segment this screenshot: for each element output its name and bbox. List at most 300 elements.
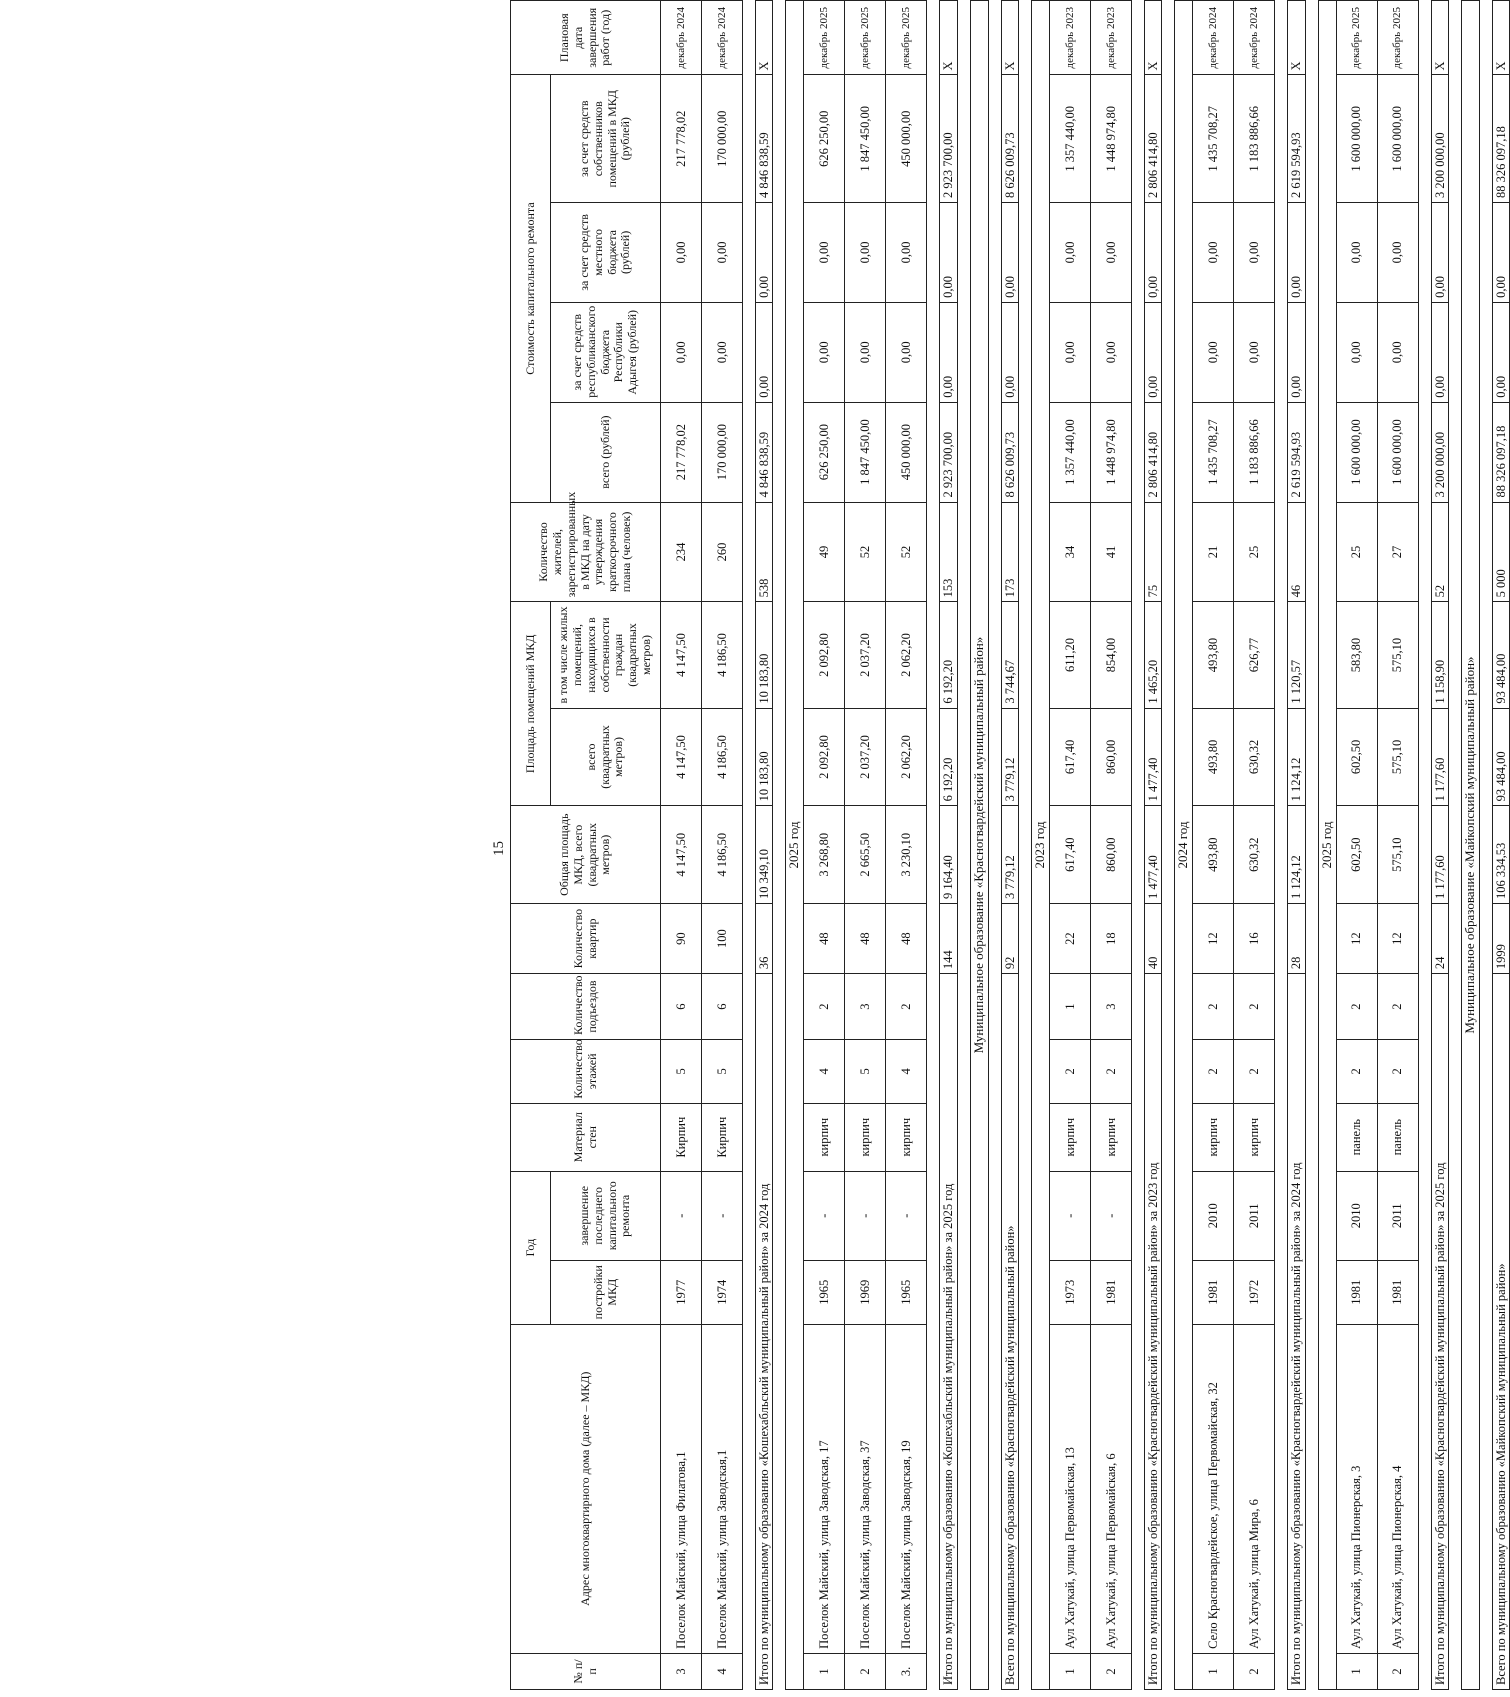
subtotal-cost-owners: 2 923 700,00: [940, 75, 957, 203]
section-heading-row: [786, 1, 804, 1690]
subtotal-cost-republic: 0,00: [1144, 302, 1161, 402]
year-repair-cell: -: [702, 1171, 743, 1260]
subtotal-cost-republic: 0,00: [1492, 302, 1509, 402]
premises-total-cell: 4 147,50: [661, 708, 702, 806]
floors-cell: 2: [1377, 1039, 1418, 1103]
cost-republic-cell: 0,00: [804, 302, 845, 402]
table-body: [661, 1, 1510, 1690]
spacer-cell: [773, 1, 786, 1690]
year-repair-cell: -: [661, 1171, 702, 1260]
entrances-cell: 6: [661, 974, 702, 1040]
subtotal-row: [1288, 1, 1305, 1690]
row-number: 2: [1234, 1653, 1275, 1689]
floors-cell: 4: [886, 1039, 927, 1103]
section-heading-row: [970, 1, 988, 1690]
subtotal-label: Всего по муниципальному образованию «Красногвардейский муниципальный район»: [1001, 974, 1018, 1690]
section-heading-row: [1318, 1, 1336, 1690]
total-area-cell: 493,80: [1193, 806, 1234, 904]
entrances-cell: 2: [886, 974, 927, 1040]
subtotal-deadline: Х: [1288, 1, 1305, 76]
premises-total-cell: 2 037,20: [845, 708, 886, 806]
cost-owners-cell: 1 847 450,00: [845, 75, 886, 203]
row-spacer: [988, 1, 1001, 1690]
section-heading: 2025 год: [786, 1, 804, 1690]
cost-republic-cell: 0,00: [1336, 302, 1377, 402]
address-cell: Поселок Майский, улица Заводская, 17: [804, 1324, 845, 1653]
cost-total-cell: 1 435 708,27: [1193, 402, 1234, 502]
row-spacer: [1479, 1, 1492, 1690]
cost-total-cell: 1 357 440,00: [1049, 402, 1090, 502]
row-spacer: [1305, 1, 1318, 1690]
subtotal-premises-owned: 10 183,80: [756, 602, 773, 708]
premises-owned-cell: 2 062,20: [886, 602, 927, 708]
spacer-cell: [927, 1, 940, 1690]
cost-total-cell: 450 000,00: [886, 402, 927, 502]
section-heading-row: [1175, 1, 1193, 1690]
year-repair-cell: -: [1090, 1171, 1131, 1260]
address-cell: Аул Хатукай, улица Пионерская, 3: [1336, 1324, 1377, 1653]
cost-republic-cell: 0,00: [886, 302, 927, 402]
total-area-cell: 617,40: [1049, 806, 1090, 904]
header-cost-local: за счет средств местного бюджета (рублей): [551, 203, 661, 303]
spacer-cell: [1448, 1, 1461, 1690]
cost-republic-cell: 0,00: [1193, 302, 1234, 402]
premises-owned-cell: 2 037,20: [845, 602, 886, 708]
residents-cell: 52: [845, 502, 886, 602]
section-heading: Муниципальное образование «Майкопский муниципальный район»: [1461, 1, 1479, 1690]
floors-cell: 5: [845, 1039, 886, 1103]
subtotal-residents: 5 000: [1492, 502, 1509, 602]
spacer-cell: [1275, 1, 1288, 1690]
cost-local-cell: 0,00: [845, 203, 886, 303]
residents-cell: 25: [1234, 502, 1275, 602]
deadline-cell: декабрь 2025: [845, 1, 886, 76]
entrances-cell: 2: [1193, 974, 1234, 1040]
subtotal-cost-local: 0,00: [1492, 203, 1509, 303]
year-repair-cell: 2011: [1377, 1171, 1418, 1260]
cost-republic-cell: 0,00: [661, 302, 702, 402]
table-row: [886, 1, 927, 1690]
row-spacer: [1418, 1, 1431, 1690]
wall-material-cell: кирпич: [1090, 1103, 1131, 1171]
total-area-cell: 602,50: [1336, 806, 1377, 904]
total-area-cell: 3 230,10: [886, 806, 927, 904]
entrances-cell: 2: [1234, 974, 1275, 1040]
entrances-cell: 6: [702, 974, 743, 1040]
subtotal-residents: 153: [940, 502, 957, 602]
year-built-cell: 1974: [702, 1260, 743, 1324]
header-premises-total: всего (квадратных метров): [551, 708, 661, 806]
wall-material-cell: кирпич: [804, 1103, 845, 1171]
residents-cell: 260: [702, 502, 743, 602]
entrances-cell: 3: [1090, 974, 1131, 1040]
capital-repair-table: [510, 0, 1510, 1690]
subtotal-deadline: Х: [940, 1, 957, 76]
cost-local-cell: 0,00: [1234, 203, 1275, 303]
subtotal-label: Итого по муниципальному образованию «Кошехабльский муниципальный район» за 2025 год: [940, 974, 957, 1690]
cost-republic-cell: 0,00: [1090, 302, 1131, 402]
spacer-cell: [1418, 1, 1431, 1690]
subtotal-premises-owned: 93 484,00: [1492, 602, 1509, 708]
apartments-cell: 22: [1049, 904, 1090, 974]
year-built-cell: 1969: [845, 1260, 886, 1324]
wall-material-cell: панель: [1377, 1103, 1418, 1171]
premises-total-cell: 493,80: [1193, 708, 1234, 806]
residents-cell: 25: [1336, 502, 1377, 602]
table-row: [661, 1, 702, 1690]
subtotal-premises-owned: 6 192,20: [940, 602, 957, 708]
row-spacer: [773, 1, 786, 1690]
subtotal-residents: 173: [1001, 502, 1018, 602]
section-heading-row: [1032, 1, 1050, 1690]
subtotal-label: Итого по муниципальному образованию «Кошехабльский муниципальный район» за 2024 год: [756, 974, 773, 1690]
header-year-repair: завершение последнего капитального ремонта: [551, 1171, 661, 1260]
subtotal-apartments: 36: [756, 904, 773, 974]
deadline-cell: декабрь 2024: [1234, 1, 1275, 76]
subtotal-label: Всего по муниципальному образованию «Майкопский муниципальный район»: [1492, 974, 1509, 1690]
premises-owned-cell: 626,77: [1234, 602, 1275, 708]
subtotal-cost-republic: 0,00: [1001, 302, 1018, 402]
wall-material-cell: панель: [1336, 1103, 1377, 1171]
cost-local-cell: 0,00: [886, 203, 927, 303]
row-number: 2: [845, 1653, 886, 1689]
subtotal-deadline: Х: [1431, 1, 1448, 76]
floors-cell: 2: [1336, 1039, 1377, 1103]
residents-cell: 52: [886, 502, 927, 602]
cost-total-cell: 626 250,00: [804, 402, 845, 502]
cost-total-cell: 1 600 000,00: [1336, 402, 1377, 502]
cost-owners-cell: 626 250,00: [804, 75, 845, 203]
apartments-cell: 12: [1193, 904, 1234, 974]
subtotal-total-area: 9 164,40: [940, 806, 957, 904]
row-spacer: [927, 1, 940, 1690]
wall-material-cell: кирпич: [1234, 1103, 1275, 1171]
floors-cell: 5: [661, 1039, 702, 1103]
year-repair-cell: 2010: [1336, 1171, 1377, 1260]
subtotal-deadline: Х: [1001, 1, 1018, 76]
apartments-cell: 18: [1090, 904, 1131, 974]
subtotal-cost-owners: 88 326 097,18: [1492, 75, 1509, 203]
header-address: Адрес многоквартирного дома (далее – МКД): [511, 1324, 661, 1653]
row-number: 2: [1377, 1653, 1418, 1689]
subtotal-apartments: 1999: [1492, 904, 1509, 974]
header-residents: Количество жителей, зарегистрированных в МКД на дату утверждения краткосрочного плана (человек): [511, 502, 661, 602]
premises-owned-cell: 854,00: [1090, 602, 1131, 708]
subtotal-cost-local: 0,00: [940, 203, 957, 303]
premises-total-cell: 2 092,80: [804, 708, 845, 806]
subtotal-cost-republic: 0,00: [756, 302, 773, 402]
subtotal-cost-total: 4 846 838,59: [756, 402, 773, 502]
subtotal-apartments: 144: [940, 904, 957, 974]
cost-owners-cell: 450 000,00: [886, 75, 927, 203]
table-row: [1234, 1, 1275, 1690]
section-heading: Муниципальное образование «Красногвардейский муниципальный район»: [970, 1, 988, 1690]
cost-total-cell: 217 778,02: [661, 402, 702, 502]
subtotal-premises-owned: 1 120,57: [1288, 602, 1305, 708]
year-built-cell: 1965: [804, 1260, 845, 1324]
row-number: 1: [1336, 1653, 1377, 1689]
subtotal-deadline: Х: [1144, 1, 1161, 76]
section-heading: 2023 год: [1032, 1, 1050, 1690]
residents-cell: 34: [1049, 502, 1090, 602]
deadline-cell: декабрь 2024: [1193, 1, 1234, 76]
wall-material-cell: Кирпич: [661, 1103, 702, 1171]
subtotal-cost-republic: 0,00: [940, 302, 957, 402]
subtotal-residents: 75: [1144, 502, 1161, 602]
address-cell: Поселок Майский, улица Филатова,1: [661, 1324, 702, 1653]
row-spacer: [1019, 1, 1032, 1690]
address-cell: Поселок Майский, улица Заводская, 37: [845, 1324, 886, 1653]
table-row: [1377, 1, 1418, 1690]
table-row: [804, 1, 845, 1690]
row-number: 2: [1090, 1653, 1131, 1689]
premises-total-cell: 602,50: [1336, 708, 1377, 806]
year-built-cell: 1981: [1336, 1260, 1377, 1324]
cost-republic-cell: 0,00: [1234, 302, 1275, 402]
apartments-cell: 16: [1234, 904, 1275, 974]
premises-owned-cell: 493,80: [1193, 602, 1234, 708]
table-row: [1090, 1, 1131, 1690]
year-built-cell: 1981: [1377, 1260, 1418, 1324]
premises-owned-cell: 575,10: [1377, 602, 1418, 708]
cost-local-cell: 0,00: [1377, 203, 1418, 303]
address-cell: Поселок Майский, улица Заводская,1: [702, 1324, 743, 1653]
spacer-cell: [1131, 1, 1144, 1690]
table-row: [1193, 1, 1234, 1690]
header-deadline: Плановая дата завершения работ (год): [511, 1, 661, 76]
subtotal-premises-owned: 3 744,67: [1001, 602, 1018, 708]
deadline-cell: декабрь 2025: [1377, 1, 1418, 76]
apartments-cell: 12: [1336, 904, 1377, 974]
residents-cell: 49: [804, 502, 845, 602]
premises-owned-cell: 611,20: [1049, 602, 1090, 708]
subtotal-total-area: 10 349,10: [756, 806, 773, 904]
subtotal-apartments: 92: [1001, 904, 1018, 974]
entrances-cell: 3: [845, 974, 886, 1040]
cost-owners-cell: 1 600 000,00: [1377, 75, 1418, 203]
row-spacer: [743, 1, 756, 1690]
cost-republic-cell: 0,00: [1049, 302, 1090, 402]
header-cost-owners: за счет средств собственников помещений в МКД (рублей): [551, 75, 661, 203]
premises-total-cell: 2 062,20: [886, 708, 927, 806]
deadline-cell: декабрь 2023: [1090, 1, 1131, 76]
deadline-cell: декабрь 2023: [1049, 1, 1090, 76]
subtotal-cost-owners: 2 619 594,93: [1288, 75, 1305, 203]
spacer-cell: [743, 1, 756, 1690]
wall-material-cell: кирпич: [886, 1103, 927, 1171]
header-premises-group: Площадь помещений МКД: [511, 602, 551, 806]
year-repair-cell: -: [1049, 1171, 1090, 1260]
header-num: № п/п: [511, 1653, 661, 1689]
row-number: 3: [661, 1653, 702, 1689]
deadline-cell: декабрь 2024: [702, 1, 743, 76]
year-repair-cell: -: [804, 1171, 845, 1260]
year-built-cell: 1973: [1049, 1260, 1090, 1324]
floors-cell: 2: [1049, 1039, 1090, 1103]
subtotal-cost-total: 3 200 000,00: [1431, 402, 1448, 502]
table-row: [1336, 1, 1377, 1690]
cost-total-cell: 1 600 000,00: [1377, 402, 1418, 502]
apartments-cell: 90: [661, 904, 702, 974]
premises-owned-cell: 583,80: [1336, 602, 1377, 708]
header-cost-total: всего (рублей): [551, 402, 661, 502]
cost-local-cell: 0,00: [702, 203, 743, 303]
year-built-cell: 1977: [661, 1260, 702, 1324]
rotated-page: [510, 0, 1508, 1690]
header-year-built: постройки МКД: [551, 1260, 661, 1324]
cost-total-cell: 1 183 886,66: [1234, 402, 1275, 502]
row-number: 1: [1193, 1653, 1234, 1689]
header-cost-republic: за счет средств республиканского бюджета Республики Адыгея (рублей): [551, 302, 661, 402]
section-heading: 2025 год: [1318, 1, 1336, 1690]
subtotal-total-area: 1 124,12: [1288, 806, 1305, 904]
wall-material-cell: кирпич: [845, 1103, 886, 1171]
spacer-cell: [1019, 1, 1032, 1690]
cost-local-cell: 0,00: [1193, 203, 1234, 303]
row-number: 3.: [886, 1653, 927, 1689]
address-cell: Аул Хатукай, улица Пионерская, 4: [1377, 1324, 1418, 1653]
cost-owners-cell: 1 435 708,27: [1193, 75, 1234, 203]
subtotal-label: Итого по муниципальному образованию «Красногвардейский муниципальный район» за 2025 год: [1431, 974, 1448, 1690]
year-built-cell: 1981: [1193, 1260, 1234, 1324]
cost-owners-cell: 217 778,02: [661, 75, 702, 203]
page-number: 15: [491, 841, 507, 856]
section-heading: 2024 год: [1175, 1, 1193, 1690]
apartments-cell: 48: [845, 904, 886, 974]
cost-owners-cell: 1 600 000,00: [1336, 75, 1377, 203]
premises-owned-cell: 2 092,80: [804, 602, 845, 708]
row-spacer: [957, 1, 970, 1690]
floors-cell: 2: [1193, 1039, 1234, 1103]
entrances-cell: 2: [804, 974, 845, 1040]
total-area-cell: 2 665,50: [845, 806, 886, 904]
subtotal-total-area: 1 177,60: [1431, 806, 1448, 904]
spacer-cell: [1305, 1, 1318, 1690]
subtotal-total-area: 3 779,12: [1001, 806, 1018, 904]
premises-total-cell: 617,40: [1049, 708, 1090, 806]
residents-cell: 27: [1377, 502, 1418, 602]
subtotal-cost-total: 2 806 414,80: [1144, 402, 1161, 502]
cost-owners-cell: 1 183 886,66: [1234, 75, 1275, 203]
subtotal-row: [1144, 1, 1161, 1690]
row-number: 4: [702, 1653, 743, 1689]
year-built-cell: 1965: [886, 1260, 927, 1324]
subtotal-cost-republic: 0,00: [1431, 302, 1448, 402]
address-cell: Аул Хатукай, улица Первомайская, 6: [1090, 1324, 1131, 1653]
subtotal-premises-total: 1 124,12: [1288, 708, 1305, 806]
total-area-cell: 3 268,80: [804, 806, 845, 904]
entrances-cell: 1: [1049, 974, 1090, 1040]
subtotal-cost-republic: 0,00: [1288, 302, 1305, 402]
row-number: 1: [804, 1653, 845, 1689]
cost-local-cell: 0,00: [1049, 203, 1090, 303]
premises-owned-cell: 4 147,50: [661, 602, 702, 708]
deadline-cell: декабрь 2024: [661, 1, 702, 76]
row-number: 1: [1049, 1653, 1090, 1689]
subtotal-cost-local: 0,00: [1431, 203, 1448, 303]
subtotal-cost-owners: 8 626 009,73: [1001, 75, 1018, 203]
subtotal-row: [1431, 1, 1448, 1690]
premises-total-cell: 630,32: [1234, 708, 1275, 806]
subtotal-row: [940, 1, 957, 1690]
cost-local-cell: 0,00: [1336, 203, 1377, 303]
residents-cell: 234: [661, 502, 702, 602]
cost-republic-cell: 0,00: [1377, 302, 1418, 402]
row-spacer: [1131, 1, 1144, 1690]
cost-total-cell: 1 847 450,00: [845, 402, 886, 502]
subtotal-cost-total: 88 326 097,18: [1492, 402, 1509, 502]
table-row: [845, 1, 886, 1690]
spacer-cell: [1479, 1, 1492, 1690]
premises-total-cell: 860,00: [1090, 708, 1131, 806]
header-entrances: Количество подъездов: [511, 974, 661, 1040]
cost-republic-cell: 0,00: [845, 302, 886, 402]
header-apartments: Количество квартир: [511, 904, 661, 974]
premises-owned-cell: 4 186,50: [702, 602, 743, 708]
header-floors: Количество этажей: [511, 1039, 661, 1103]
subtotal-premises-total: 1 477,40: [1144, 708, 1161, 806]
apartments-cell: 100: [702, 904, 743, 974]
subtotal-cost-owners: 3 200 000,00: [1431, 75, 1448, 203]
year-repair-cell: 2010: [1193, 1171, 1234, 1260]
wall-material-cell: Кирпич: [702, 1103, 743, 1171]
subtotal-cost-local: 0,00: [1144, 203, 1161, 303]
header-year-group: Год: [511, 1171, 551, 1324]
row-spacer: [1275, 1, 1288, 1690]
subtotal-apartments: 28: [1288, 904, 1305, 974]
subtotal-label: Итого по муниципальному образованию «Красногвардейский муниципальный район» за 2024 год: [1288, 974, 1305, 1690]
subtotal-residents: 46: [1288, 502, 1305, 602]
subtotal-residents: 52: [1431, 502, 1448, 602]
subtotal-premises-total: 10 183,80: [756, 708, 773, 806]
address-cell: Село Красногвардейское, улица Первомайская, 32: [1193, 1324, 1234, 1653]
subtotal-row: [1492, 1, 1509, 1690]
subtotal-total-area: 106 334,53: [1492, 806, 1509, 904]
subtotal-cost-total: 8 626 009,73: [1001, 402, 1018, 502]
spacer-cell: [988, 1, 1001, 1690]
cost-owners-cell: 170 000,00: [702, 75, 743, 203]
subtotal-cost-total: 2 619 594,93: [1288, 402, 1305, 502]
table-row: [702, 1, 743, 1690]
total-area-cell: 4 186,50: [702, 806, 743, 904]
table-row: [1049, 1, 1090, 1690]
apartments-cell: 12: [1377, 904, 1418, 974]
total-area-cell: 575,10: [1377, 806, 1418, 904]
subtotal-total-area: 1 477,40: [1144, 806, 1161, 904]
apartments-cell: 48: [804, 904, 845, 974]
subtotal-deadline: Х: [1492, 1, 1509, 76]
year-built-cell: 1972: [1234, 1260, 1275, 1324]
subtotal-cost-local: 0,00: [1001, 203, 1018, 303]
subtotal-cost-local: 0,00: [1288, 203, 1305, 303]
subtotal-label: Итого по муниципальному образованию «Красногвардейский муниципальный район» за 2023 год: [1144, 974, 1161, 1690]
subtotal-premises-owned: 1 465,20: [1144, 602, 1161, 708]
subtotal-premises-total: 1 177,60: [1431, 708, 1448, 806]
table-header: [511, 1, 661, 1690]
apartments-cell: 48: [886, 904, 927, 974]
cost-owners-cell: 1 357 440,00: [1049, 75, 1090, 203]
total-area-cell: 630,32: [1234, 806, 1275, 904]
premises-total-cell: 575,10: [1377, 708, 1418, 806]
address-cell: Поселок Майский, улица Заводская, 19: [886, 1324, 927, 1653]
residents-cell: 41: [1090, 502, 1131, 602]
premises-total-cell: 4 186,50: [702, 708, 743, 806]
subtotal-residents: 538: [756, 502, 773, 602]
year-repair-cell: -: [845, 1171, 886, 1260]
subtotal-row: [1001, 1, 1018, 1690]
cost-total-cell: 170 000,00: [702, 402, 743, 502]
subtotal-premises-total: 6 192,20: [940, 708, 957, 806]
